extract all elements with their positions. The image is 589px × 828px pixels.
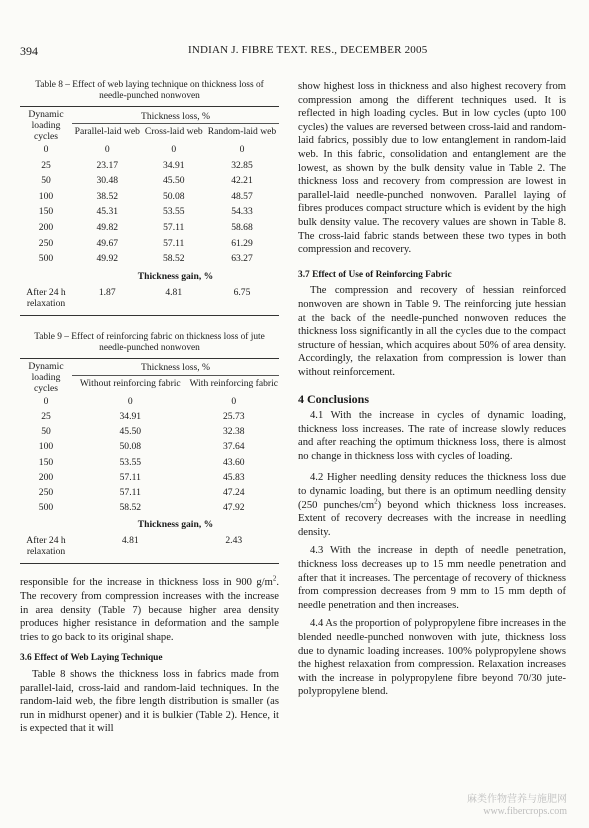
table8-group-header: Thickness loss, % (72, 107, 279, 124)
body-paragraph: Table 8 shows the thickness loss in fabrics made from parallel-laid, cross-laid and random-laid techniques. In the random-laid web, the fibre length distribution is smaller (as run in midhurst opener) and it is bulkier (Table 2). Hence, it is expected that it will (20, 668, 279, 735)
table-row: 200 49.82 57.11 58.68 (38, 221, 253, 233)
table9-caption: Table 9 – Effect of reinforcing fabric on thickness loss of jute needle-punched nonwoven (34, 331, 265, 353)
table-row: 150 53.55 43.60 (38, 456, 245, 468)
running-head: INDIAN J. FIBRE TEXT. RES., DECEMBER 2005 (188, 44, 428, 56)
right-column (298, 80, 566, 699)
table-row: After 24 h relaxation 1.87 4.81 6.75 (20, 287, 279, 316)
table9-col-header: Without reinforcing fabric (79, 377, 181, 389)
table9-after-label: After 24 h relaxation (26, 535, 66, 558)
watermark: 麻类作物营养与施肥网 www.fibercrops.com (467, 794, 567, 817)
table-row: 500 58.52 47.92 (38, 502, 245, 514)
table-row: 100 38.52 50.08 48.57 (38, 190, 253, 202)
table-row: 25 34.91 25.73 (41, 410, 245, 422)
section-heading: 3.7 Effect of Use of Reinforcing Fabric (298, 269, 452, 280)
table8-after-label: After 24 h relaxation (26, 286, 66, 309)
body-paragraph: responsible for the increase in thickness loss in 900 $g/m^2$. The recovery from compression increases with the increase in area density (Table 7) because higher area density produces higher resistance in deformation and the sample tries to go back to its original shape. (20, 574, 279, 643)
page-number: 394 (20, 44, 38, 58)
body-paragraph: show highest loss in thickness and also highest recovery from compression among the different techniques used. It is reflected in high loading cycles. But in low cycles (upto 100 cycles) the values are reversed between cross-laid and random-laid fabrics, possibly due to low entanglement in random-laid web. In this fabric, consolidation and entanglement are the lowest, as shown by the bulk density value in Table 2. The thickness loss and recovery from compression are lowest in parallel-laid needle-punched nonwoven. Parallel laying of fibres produces compact structure which is evident by the high bulk density value. The recovery values are shown in Table 8. The cross-laid fabric stands between these two types in both compression and recovery. (298, 81, 566, 256)
table-row: 250 57.11 47.24 (38, 486, 245, 498)
conclusion-item: 4.1 With the increase in cycles of dynamic loading, thickness loss increases. The rate of increase slowly reduces and after reaching the optimum thickness loss, there is almost no change in thickness loss with cycles of loading. (298, 410, 566, 462)
table9-group-header: Thickness loss, % (72, 358, 279, 375)
table8-col-header: Random-laid web (207, 126, 277, 138)
conclusion-item: 4.3 With the increase in depth of needle penetration, thickness loss decreases up to 15 mm needle penetration and after that it increases. The percentage of recovery of thickness from compression decreases from 9 mm to 15 mm depth of needle penetration and then increases. (298, 545, 566, 611)
table-row: After 24 h relaxation 4.81 2.43 (20, 535, 279, 564)
table-row: 25 23.17 34.91 32.85 (41, 159, 253, 171)
table-row: 150 45.31 53.55 54.33 (38, 206, 253, 218)
section-heading: 3.6 Effect of Web Laying Technique (20, 653, 163, 664)
table8-col-header: Cross-laid web (144, 126, 203, 138)
table-row: 0 0 0 (43, 395, 237, 407)
section-heading: 4 Conclusions (298, 392, 370, 407)
conclusion-item: 4.2 Higher needling density reduces the thickness loss due to dynamic loading, but there is an optimum needling density (250 punches/$cm^2$) beyond which thickness loss increases. Extent of recovery decreases with the increase in needling density. (298, 472, 566, 538)
table-row: 200 57.11 45.83 (38, 471, 245, 483)
table8-gain-header: Thickness gain, % (137, 270, 214, 282)
table-row: 50 30.48 45.50 42.21 (41, 175, 253, 187)
table-row: 0 0 0 0 (43, 144, 245, 155)
table-row: 100 50.08 37.64 (38, 441, 245, 453)
table-row: 50 45.50 32.38 (41, 426, 245, 438)
table-row: 500 49.92 58.52 63.27 (38, 253, 253, 265)
table-row: 250 49.67 57.11 61.29 (38, 237, 253, 249)
table9-col-header: With reinforcing fabric (189, 377, 279, 389)
left-column (20, 80, 279, 736)
table8-caption: Table 8 – Effect of web laying technique on thickness loss of needle-punched nonwoven (35, 80, 264, 101)
table8-col-header: Parallel-laid web (74, 126, 140, 138)
table8 (20, 106, 279, 316)
table9-gain-header: Thickness gain, % (137, 519, 214, 531)
table9 (20, 358, 279, 565)
table8-col0-header: Dynamic loading cycles (28, 109, 64, 142)
body-paragraph: The compression and recovery of hessian reinforced nonwoven are shown in Table 9. The reinforcing jute hessian at the back of the needle-punched nonwoven reduces the thickness loss significantly in all the cycles due to the compact structure of hessian, which acquires about 50% of area density. Accordingly, the relaxation from compression is lower than without reinforcement. (298, 285, 566, 378)
conclusion-item: 4.4 As the proportion of polypropylene fibre increases in the blended needle-punched nonwoven with jute, thickness loss due to dynamic loading increases. 100% polypropylene shows the highest relaxation from compression. Relaxation increases with the increase in polypropylene fibre beyond 70/30 jute-polypropylene blend. (298, 618, 566, 698)
table9-col0-header: Dynamic loading cycles (28, 360, 64, 394)
